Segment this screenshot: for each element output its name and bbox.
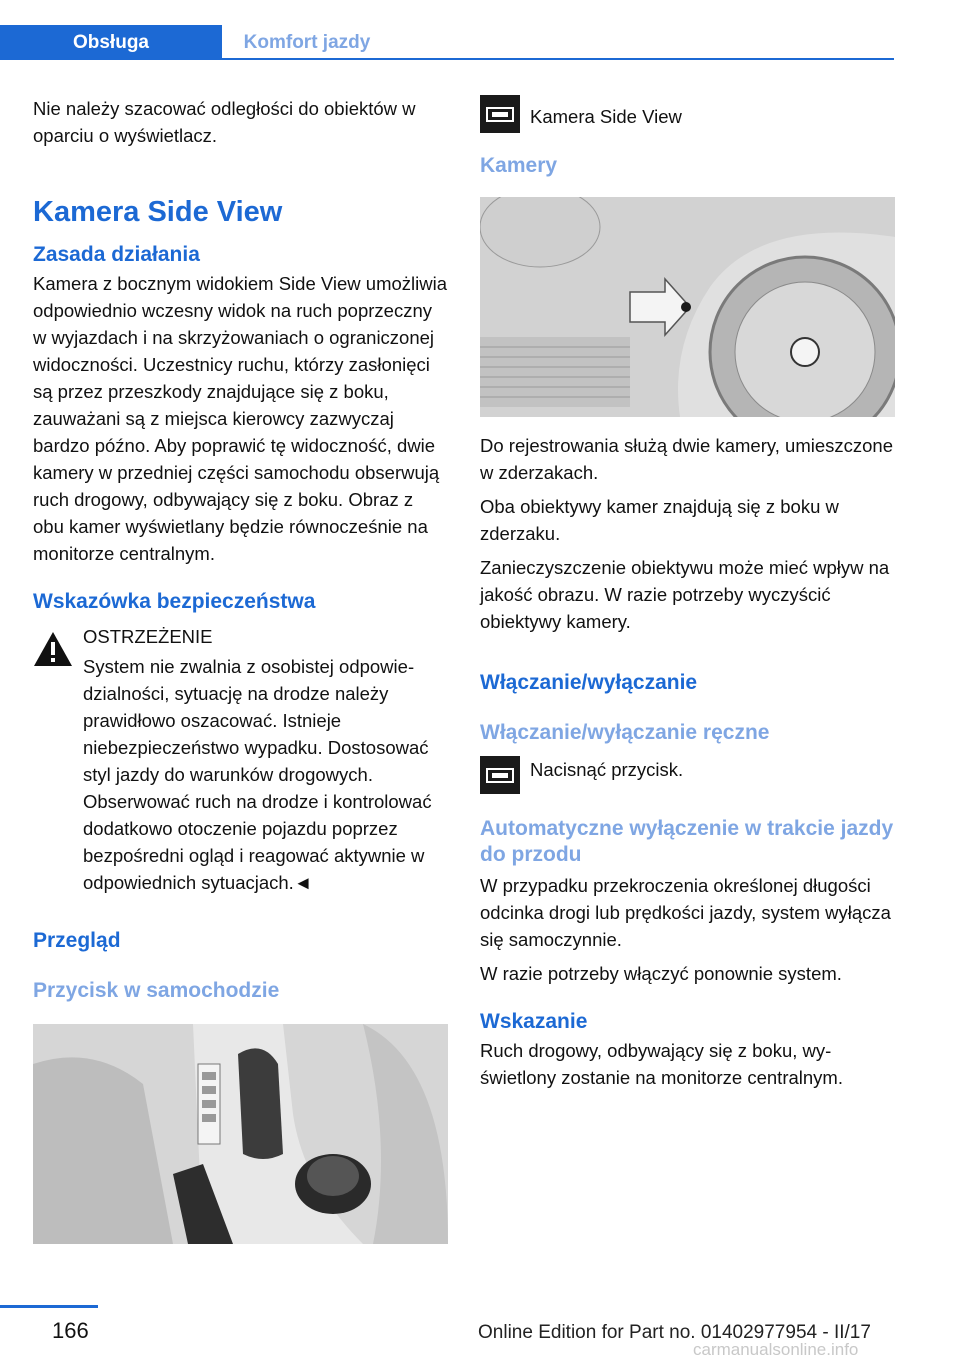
cameras-heading: Kamery [480,154,558,177]
warning-label: OSTRZEŻENIE [83,626,213,647]
manual-text: Nacisnąć przycisk. [530,759,684,780]
page-number: 166 [52,1318,89,1343]
principle-text: Kamera z bocznym widokiem Side View umożliwia odpowiednio wczesny widok na ruch poprzeczny w wyjazdach i na skrzyżowaniach o ograniczonej widoczności. Uczestnicy ruchu, którzy zasłonięci są przez przeszkody znajdujące się z boku, zauważani są z miejsca kierowcy zazwyczaj bardzo późno. Aby poprawić tę widoczność, dwie kamery w przedniej części samochodu obserwują ruch drogowy, odbywający się z boku. Obraz z obu kamer wyświetlany będzie równocześnie na monitorze centralnym. [33,273,448,564]
edition-text: Online Edition for Part no. 01402977954 - II/17 [478,1322,871,1343]
header-tabs [0,25,392,60]
side-view-camera-button-icon[interactable] [480,95,520,133]
button-heading: Przycisk w samochodzie [33,979,280,1002]
car-console-photo [33,1024,448,1244]
safety-heading: Wskazówka bezpieczeństwa [33,590,316,613]
principle-heading: Zasada działania [33,243,200,266]
auto-off-text-1: W przypadku przekroczenia określonej długości odcinka drogi lub prędkości jazdy, system wyłącza się samoczynnie. [480,875,891,950]
section-title: Kamera Side View [33,196,283,228]
onoff-heading: Włączanie/wyłączanie [480,671,698,694]
watermark: carmanualsonline.info [693,1340,859,1359]
warning-text: System nie zwalnia z osobistej odpowiedzialności, sytuację na drodze należy prawidłowo oszacować. Istnieje niebezpieczeństwo wypadku. Dostosować styl jazdy do warunków drogowych. Obserwować ruch na drodze i kontrolować dodatkowo otoczenie pojazdu poprzez bezpośredni ogląd i reagować aktywnie w odpowiednich sytuacjach.◄ [83,656,432,893]
manual-button-row [480,756,895,794]
side-view-button-row [480,95,895,133]
warning-text-first [83,653,448,896]
cameras-text-3: Zanieczyszczenie obiektywu może mieć wpływ na jakość obrazu. W razie potrzeby wyczyścić obiektywy kamery. [480,557,890,632]
side-view-camera-button-icon-2[interactable] [480,756,520,794]
warning-box [33,623,448,896]
tab-obsluga[interactable]: Obsługa [0,25,222,60]
header-rule [222,58,894,60]
side-view-button-label: Kamera Side View [530,106,682,127]
auto-off-heading: Automatyczne wyłączenie w trakcie jazdy do przodu [480,817,894,866]
left-column [33,95,448,1249]
display-heading: Wskazanie [480,1010,588,1033]
intro-text: Nie należy szacować odległości do obiektów w oparciu o wyświetlacz. [33,98,416,146]
bumper-camera-photo [480,197,895,417]
manual-heading: Włączanie/wyłączanie ręczne [480,721,770,744]
footer-rule [0,1305,98,1308]
cameras-text-1: Do rejestrowania służą dwie kamery, umieszczone w zderzakach. [480,435,893,483]
display-text: Ruch drogowy, odbywający się z boku, wyświetlony zostanie na monitorze centralnym. [480,1040,843,1088]
right-column [480,95,895,1091]
cameras-text-2: Oba obiektywy kamer znajdują się z boku w zderzaku. [480,496,839,544]
tab-komfort-jazdy[interactable]: Komfort jazdy [243,32,371,53]
overview-heading: Przegląd [33,929,121,952]
warning-triangle-icon [33,631,73,667]
auto-off-text-2: W razie potrzeby włączyć ponownie system. [480,963,842,984]
